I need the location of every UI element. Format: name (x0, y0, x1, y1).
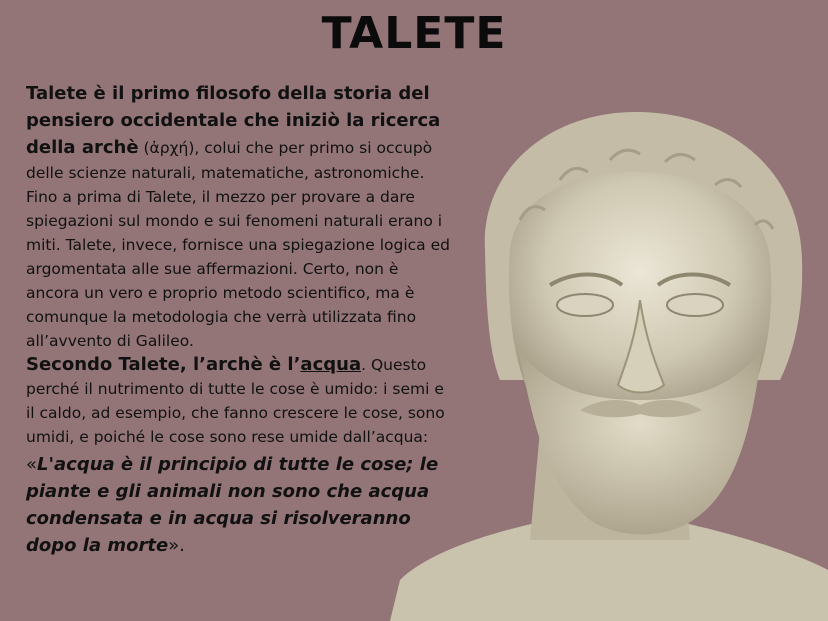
second-bold: Secondo Talete, l’archè è l’ (26, 354, 301, 375)
quote-text: L'acqua è il principio di tutte le cose; le piante e gli animali non sono che acqua condensata e in acqua si risolveranno dopo la morte (26, 454, 439, 556)
second-rest: . Questo perché il nutrimento di tutte le cose è umido: i semi e il caldo, ad esempio, che fanno crescere le cose, sono umidi, e poiché le cose sono rese umide dall’acqua: (26, 356, 445, 446)
bust-left-eye (557, 294, 613, 316)
slide-title: TALETE (321, 8, 507, 59)
intro-greek: (ἀρχή) (138, 139, 195, 157)
second-underlined: acqua (300, 354, 362, 375)
intro-rest: , colui che per primo si occupò delle scienze naturali, matematiche, astronomiche. Fino a prima di Talete, il mezzo per provare a dare spiegazioni sul mondo e sui fenomeni naturali erano i miti. Talete, invece, fornisce una spiegazione logica ed argomentata alle sue affermazioni. Certo, non è ancora un vero e proprio metodo scientifico, ma è comunque la metodologia che verrà utilizzata fino all’avvento di Galileo. (26, 139, 450, 350)
bust-image (390, 100, 828, 621)
bust-right-eye (667, 294, 723, 316)
intro-bold: Talete è il primo filosofo della storia del pensiero occidentale che iniziò la ricerca della archè (26, 83, 441, 158)
quote-close: ». (168, 535, 185, 556)
quote-open: « (26, 454, 38, 475)
